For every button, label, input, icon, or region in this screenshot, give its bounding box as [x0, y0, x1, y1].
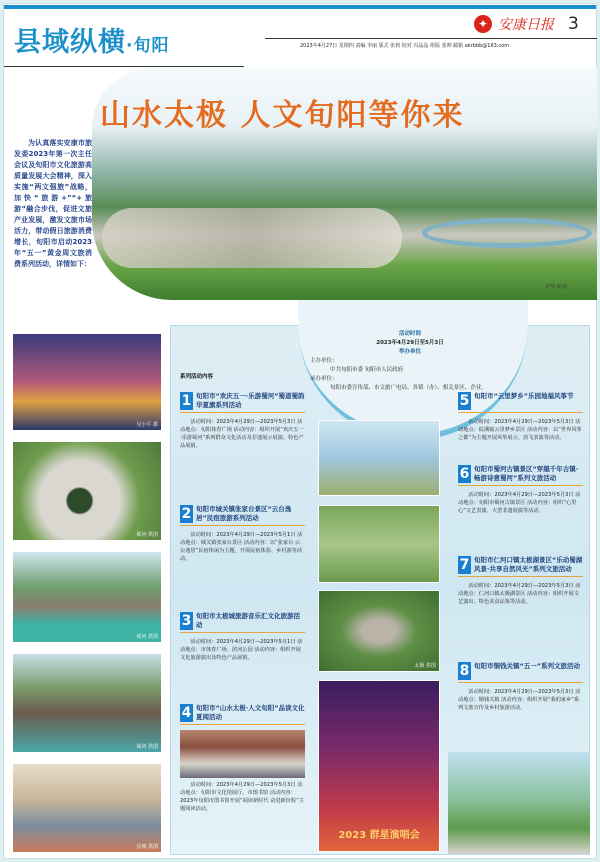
- activity-body: 活动时间：2023年4月29日—2023年5月1日 活动地点：城关镇张家台景区 活动内容：以“张家台·云台逸居”民宿休闲为主题，开展民宿体验、乡村游等活动。: [180, 532, 303, 562]
- co-host: 旬阳市委宣传部、市文旅广电局、各镇（办）、相关景区、企业。: [330, 385, 487, 391]
- intro-text: 为认真落实安康市旅发委2023年第一次主任会议及旬阳市文化旅游高质量发展大会精神，深入实施“两文强旅”战略，加快“旅游+”“+旅游”融合步伐，促进文旅产业发展，激发文旅市场活力，带动假日旅游消费增长，旬阳市启动2023年“五一”黄金周文旅消费系列活动，详情如下：: [14, 139, 92, 268]
- activity-4: [180, 704, 305, 813]
- number-badge: 2: [181, 506, 192, 522]
- section-name: 县域纵横: [14, 27, 126, 58]
- activity-body: 活动时间：2023年4月29日—2023年5月3日 活动地点：旬阳市蜀河古镇景区 活动内容：组织“心里心”文艺表演、大型非遗展演等活动。: [458, 492, 581, 514]
- number-badge: 7: [459, 557, 470, 573]
- section-sub: ·旬阳: [126, 36, 170, 56]
- activity-7: [458, 556, 583, 606]
- photo-credit: 申华 航拍: [545, 284, 567, 290]
- section-title: [14, 20, 169, 59]
- number-badge: 8: [459, 663, 470, 679]
- poster-title: 2023 群星演唱会: [338, 830, 420, 841]
- activity-body: 活动时间：2023年4月29日—2023年5月1日 活动地点：市体育广场、滨河公园 活动内容：组织开展文化旅游演出及特色产品展销。: [180, 639, 303, 661]
- activity-title: 旬阳市仁河口镇太极湖景区“乐动蜀湖风景·共享自然风光”系列文旅活动: [474, 556, 583, 573]
- photo-mountain-village: [448, 752, 590, 854]
- paper-name: 安康日报: [498, 17, 554, 33]
- number-badge: 1: [181, 393, 192, 409]
- photo-library: 县城 供图: [12, 763, 162, 853]
- number-badge: 5: [459, 393, 470, 409]
- activity-5: [458, 392, 583, 442]
- time-heading: 活动时间: [398, 331, 421, 337]
- activity-body: 活动时间：2023年4月29日—2023年5月3日 活动地点：旬阳体育广场 活动内容：组织开展“欢庆五一·乐游蜀河”系列群众文化活动及非遗展示展演、特色产品展销。: [180, 419, 304, 449]
- activity-body: 活动时间：2023年4月29日—2023年5月3日 活动地点：旬阳市文化馆展厅、市图书馆 活动内容：2023年旬阳市图书馆开展“阅读新时代 奋进新征程”主题阅读活动。: [180, 782, 304, 812]
- organizer-heading: 举办单位: [398, 349, 421, 355]
- series-heading: 系列活动内容: [180, 374, 214, 380]
- activity-body: 活动时间：2023年4月29日—2023年5月3日 活动地点：铜钱关镇 活动内容：组织开展“我的家乡”系列文旅宣传及乡村旅游活动。: [458, 689, 581, 711]
- activity-title: 旬阳市铜钱关镇“五一”系列文旅活动: [474, 662, 581, 670]
- activity-1: [180, 392, 305, 450]
- activity-6: [458, 465, 583, 515]
- event-info: [310, 330, 510, 393]
- top-bar: [4, 5, 596, 9]
- activity-title: 旬阳市“欢庆五一·乐游蜀河”蜀道蜀韵华夏旗系列活动: [196, 392, 305, 409]
- activity-title: 旬阳市“山水太极·人文旬阳”品读文化夏阅活动: [196, 704, 305, 721]
- divider: [4, 66, 244, 67]
- headline: 山水太极 人文旬阳等你来: [100, 98, 465, 133]
- photo-bridge-night: 吴小平 摄: [12, 333, 162, 431]
- number-badge: 4: [181, 705, 192, 721]
- activity-title: 旬阳市蜀河古镇景区“穿越千年古镇·畅游诗意蜀河”系列文旅活动: [474, 465, 579, 482]
- divider: [265, 38, 597, 39]
- photo-winding-road: 太极 供图: [318, 590, 440, 672]
- co-host-label: 承办单位：: [310, 376, 338, 382]
- town-image: [102, 208, 402, 268]
- activity-title: 旬阳市太极城旅游音乐汇文化旅游活动: [196, 612, 300, 629]
- activity-8: [458, 662, 583, 712]
- number-badge: 6: [459, 466, 470, 482]
- activity-title: 旬阳市“云里梦乡”乐园地福风筝节: [474, 392, 574, 400]
- activity-title: 旬阳市城关镇张家台景区“云台逸居”民宿旅游系列活动: [196, 505, 292, 522]
- photo-reading-event: [180, 730, 305, 778]
- photo-fields: [318, 505, 440, 583]
- photo-stone-arch: 蜀河 供图: [12, 441, 162, 541]
- activity-3: [180, 612, 305, 662]
- host: 中共旬阳市委 旬阳市人民政府: [330, 367, 404, 373]
- photo-kites: [318, 420, 440, 496]
- photo-old-town: 蜀河 供图: [12, 653, 162, 753]
- concert-poster: [318, 680, 440, 852]
- photo-river-town: 蜀河 供图: [12, 551, 162, 643]
- activity-2: [180, 505, 305, 563]
- event-time: 2023年4月29日至5月3日: [376, 340, 444, 346]
- activity-body: 活动时间：2023年4月29日—2023年5月3日 活动地点：棕溪镇云里梦乡景区 活动内容：以“世界风筝之都”为主题开展风筝展示、放飞表演等活动。: [458, 419, 582, 441]
- river-image: [422, 218, 592, 248]
- activity-body: 活动时间：2023年4月29日—2023年5月3日 活动地点：仁河口镇太极湖景区 活动内容：组织开展文艺演出、特色美食品鉴等活动。: [458, 583, 581, 605]
- paper-logo: [474, 14, 554, 34]
- page-number: 3: [568, 14, 579, 34]
- credits-line: 2023年4月27日 星期四 责编 李丽 版式 张莉 校对 冯晶晶 组版 张帅 邮箱 akrbbb@163.com: [300, 43, 510, 49]
- number-badge: 3: [181, 613, 192, 629]
- logo-icon: ✦: [474, 15, 492, 33]
- host-label: 主办单位：: [310, 358, 338, 364]
